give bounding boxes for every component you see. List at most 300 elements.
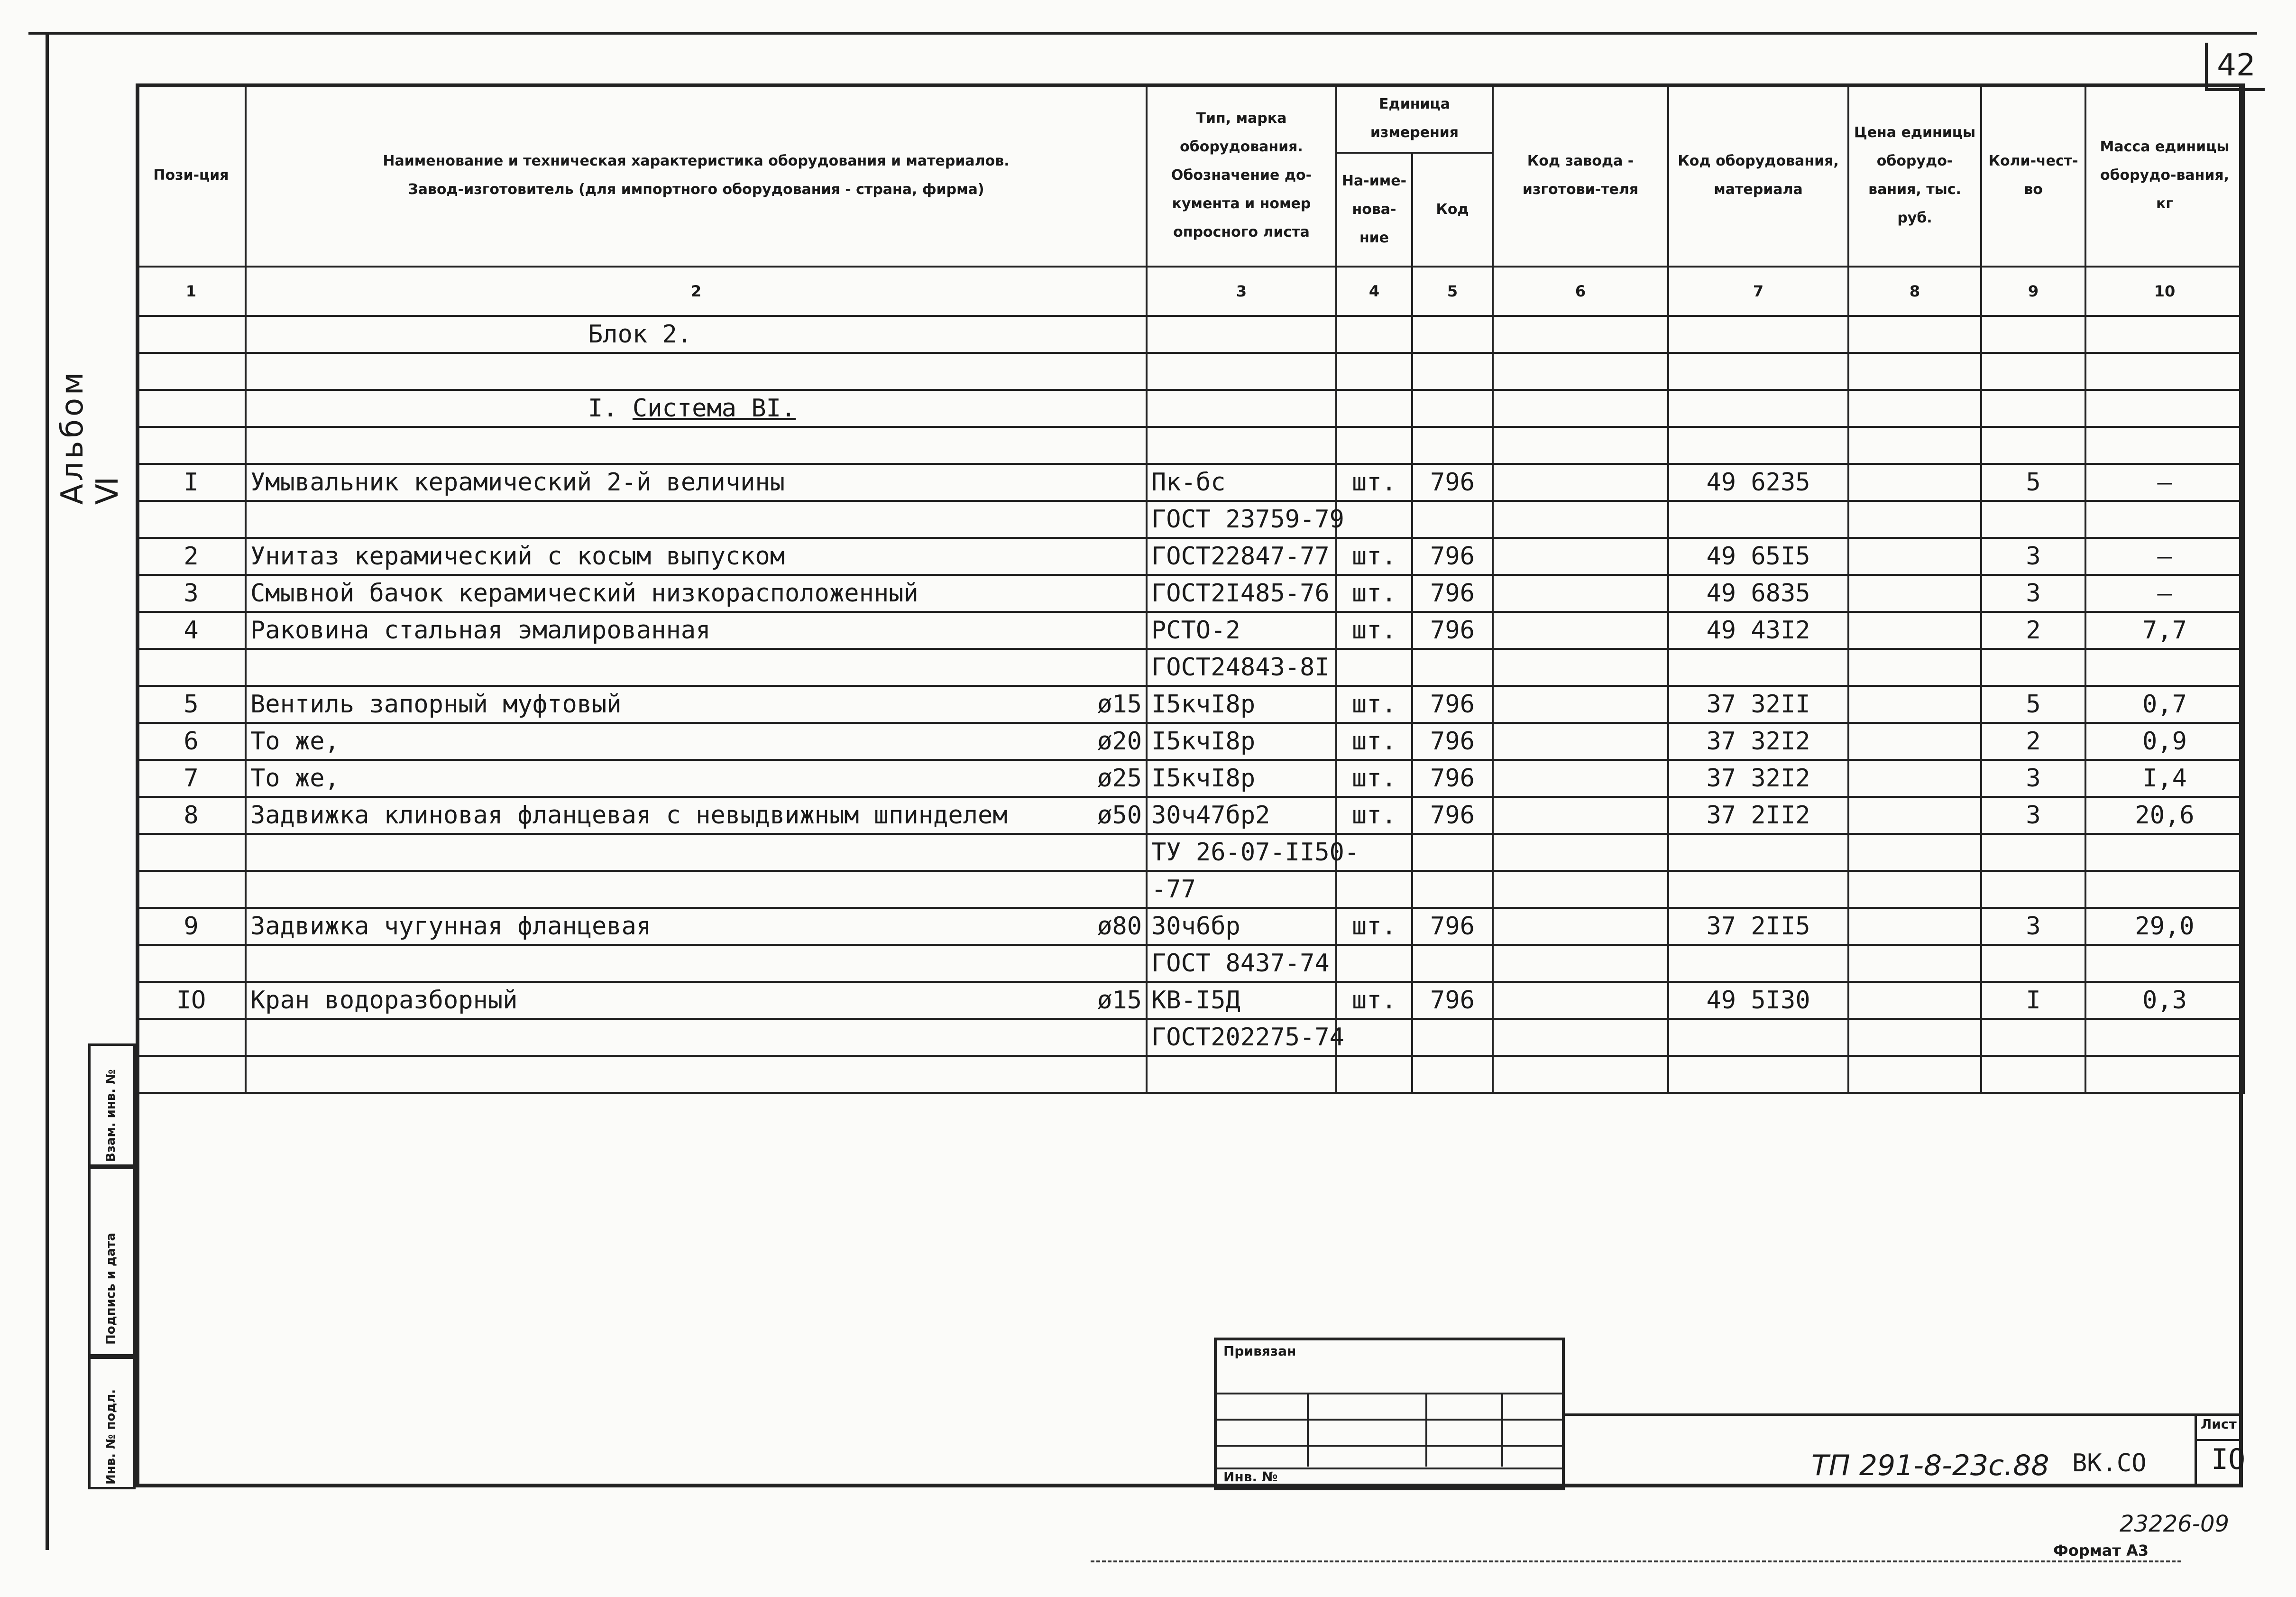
binding-inv: Инв. №	[1223, 1469, 1278, 1485]
unit-code-cell-text: 796	[1430, 764, 1475, 793]
column-number: 6	[1493, 267, 1668, 316]
quantity-cell	[1981, 464, 2085, 501]
quantity-cell	[1981, 501, 2085, 538]
position-cell-text: 9	[184, 912, 199, 941]
type-cell	[1147, 649, 1336, 686]
page-number: 42	[2205, 43, 2265, 91]
position-cell-text: 6	[184, 727, 199, 756]
material-code-cell	[1668, 501, 1848, 538]
unit-code-cell	[1412, 1019, 1493, 1056]
material-code-cell-text: 49 43I2	[1706, 616, 1810, 645]
quantity-cell-text: 3	[2026, 801, 2041, 830]
unit-code-cell	[1412, 464, 1493, 501]
unit-code-cell-text: 796	[1430, 579, 1475, 608]
name-cell	[246, 538, 1147, 575]
plant-code-cell	[1493, 908, 1668, 945]
table-row	[137, 1019, 2244, 1056]
name-cell-text: Унитаз керамический с косым выпуском	[250, 542, 785, 571]
plant-code-cell	[1493, 834, 1668, 871]
unit-code-cell	[1412, 834, 1493, 871]
material-code-cell	[1668, 538, 1848, 575]
position-cell	[137, 501, 246, 538]
type-cell	[1147, 797, 1336, 834]
material-code-cell	[1668, 982, 1848, 1019]
material-code-cell-text: 37 32I2	[1706, 764, 1810, 793]
table-row	[137, 908, 2244, 945]
table-row	[137, 575, 2244, 612]
name-cell	[246, 797, 1147, 834]
column-number: 9	[1981, 267, 2085, 316]
mass-cell-text: 29,0	[2135, 912, 2195, 941]
document-code: ВК.СО	[2072, 1449, 2147, 1477]
price-cell	[1848, 612, 1981, 649]
unit-cell	[1336, 464, 1412, 501]
plant-code-cell	[1493, 945, 1668, 982]
sheet-number: IO	[2211, 1443, 2246, 1476]
type-cell-text: I5кчI8р	[1151, 764, 1256, 793]
type-cell-text: ГОСТ202275-74	[1151, 1023, 1344, 1052]
position-cell	[137, 612, 246, 649]
price-cell	[1848, 834, 1981, 871]
type-cell-text: Пк-бс	[1151, 468, 1226, 497]
unit-cell	[1336, 871, 1412, 908]
header-quantity: Коли-чест-во	[1981, 84, 2085, 267]
stamp-rule	[1217, 1393, 1562, 1394]
side-label-inv-sub: Инв. № подл.	[104, 1389, 118, 1485]
position-cell	[137, 575, 246, 612]
header-plant-code: Код завода - изготови-теля	[1493, 84, 1668, 267]
material-code-cell	[1668, 797, 1848, 834]
stamp-rule	[1217, 1419, 1562, 1421]
mass-cell	[2085, 538, 2244, 575]
table-row	[137, 464, 2244, 501]
type-cell	[1147, 1019, 1344, 1056]
material-code-cell	[1668, 1019, 1848, 1056]
side-box-sign-date	[88, 1167, 136, 1357]
unit-cell	[1336, 723, 1412, 760]
quantity-cell	[1981, 612, 2085, 649]
unit-code-cell-text: 796	[1430, 468, 1475, 497]
position-cell-text: 2	[184, 542, 199, 571]
name-cell	[246, 464, 1147, 501]
position-cell	[137, 797, 246, 834]
side-box-inv-sub	[88, 1357, 136, 1489]
column-number-row	[137, 267, 2244, 316]
sheet-box-rule	[2197, 1439, 2243, 1441]
quantity-cell	[1981, 760, 2085, 797]
unit-cell	[1336, 649, 1412, 686]
side-box-vzam-inv	[88, 1043, 136, 1167]
mass-cell	[2085, 464, 2244, 501]
type-cell	[1147, 760, 1336, 797]
material-code-cell	[1668, 612, 1848, 649]
material-code-cell-text: 37 2II2	[1706, 801, 1810, 830]
material-code-cell	[1668, 649, 1848, 686]
frame-left-line	[46, 32, 49, 1550]
quantity-cell-text: 2	[2026, 616, 2041, 645]
unit-cell	[1336, 612, 1412, 649]
binding-label: Привязан	[1223, 1343, 1296, 1359]
column-number: 3	[1147, 267, 1336, 316]
material-code-cell-text: 49 65I5	[1706, 542, 1810, 571]
quantity-cell	[1981, 649, 2085, 686]
position-cell	[137, 871, 246, 908]
unit-code-cell	[1412, 686, 1493, 723]
name-cell-text: Раковина стальная эмалированная	[250, 616, 711, 645]
type-cell	[1147, 871, 1336, 908]
mass-cell	[2085, 871, 2244, 908]
material-code-cell	[1668, 575, 1848, 612]
mass-cell-text: 0,3	[2142, 986, 2187, 1015]
type-cell	[1147, 575, 1336, 612]
unit-code-cell	[1412, 612, 1493, 649]
document-number: ТП 291-8-23с.88	[1811, 1449, 2049, 1482]
unit-cell-text: шт.	[1352, 468, 1396, 497]
column-number: 7	[1668, 267, 1848, 316]
material-code-cell-text: 49 6835	[1706, 579, 1810, 608]
type-cell-text: ГОСТ22847-77	[1151, 542, 1330, 571]
diameter-text: ø20	[1097, 727, 1142, 756]
position-cell	[137, 834, 246, 871]
plant-code-cell	[1493, 464, 1668, 501]
price-cell	[1848, 982, 1981, 1019]
unit-cell	[1336, 760, 1412, 797]
quantity-cell	[1981, 834, 2085, 871]
frame-top-line	[28, 32, 2257, 35]
position-cell-text: 4	[184, 616, 199, 645]
material-code-cell-text: 37 32I2	[1706, 727, 1810, 756]
name-cell-text: То же,	[250, 727, 340, 756]
unit-cell-text: шт.	[1352, 727, 1396, 756]
stamp-rule	[1425, 1393, 1427, 1467]
position-cell	[137, 649, 246, 686]
type-cell-text: I5кчI8р	[1151, 690, 1256, 719]
mass-cell-text: 0,9	[2142, 727, 2187, 756]
position-cell-text: 5	[184, 690, 199, 719]
unit-code-cell-text: 796	[1430, 690, 1475, 719]
name-cell	[246, 945, 1147, 982]
plant-code-cell	[1493, 686, 1668, 723]
unit-cell-text: шт.	[1352, 542, 1396, 571]
name-cell	[246, 612, 1147, 649]
name-cell	[246, 834, 1147, 871]
side-label-sign-date: Подпись и дата	[104, 1232, 118, 1345]
mass-cell	[2085, 501, 2244, 538]
position-cell-text: 8	[184, 801, 199, 830]
position-cell	[137, 723, 246, 760]
position-cell	[137, 464, 246, 501]
price-cell	[1848, 538, 1981, 575]
table-row	[137, 686, 2244, 723]
unit-code-cell-text: 796	[1430, 801, 1475, 830]
unit-code-cell	[1412, 538, 1493, 575]
unit-cell	[1336, 797, 1412, 834]
table-row	[137, 612, 2244, 649]
unit-cell	[1336, 538, 1412, 575]
mass-cell	[2085, 945, 2244, 982]
diameter-text: ø50	[1097, 801, 1142, 830]
header-unit-name: На-име-нова-ние	[1336, 153, 1412, 267]
material-code-cell-text: 37 2II5	[1706, 912, 1810, 941]
type-cell	[1147, 834, 1359, 871]
material-code-cell	[1668, 945, 1848, 982]
material-code-cell	[1668, 760, 1848, 797]
type-cell-text: ГОСТ 8437-74	[1151, 949, 1330, 978]
table-row	[137, 760, 2244, 797]
quantity-cell-text: 3	[2026, 912, 2041, 941]
table-row	[137, 945, 2244, 982]
type-cell	[1147, 464, 1336, 501]
mass-cell	[2085, 1019, 2244, 1056]
unit-code-cell	[1412, 501, 1493, 538]
quantity-cell	[1981, 797, 2085, 834]
material-code-cell	[1668, 871, 1848, 908]
header-name	[246, 84, 1147, 267]
unit-cell	[1336, 1019, 1412, 1056]
mass-cell-text: I,4	[2142, 764, 2187, 793]
mass-cell	[2085, 612, 2244, 649]
name-cell-text: Кран водоразборный	[250, 986, 518, 1015]
mass-cell	[2085, 834, 2244, 871]
name-cell	[246, 760, 1147, 797]
position-cell	[137, 686, 246, 723]
unit-code-cell-text: 796	[1430, 542, 1475, 571]
unit-cell-text: шт.	[1352, 764, 1396, 793]
quantity-cell	[1981, 686, 2085, 723]
stamp-rule	[1501, 1393, 1503, 1467]
name-cell	[246, 1019, 1147, 1056]
material-code-cell	[1668, 834, 1848, 871]
quantity-cell	[1981, 1019, 2085, 1056]
plant-code-cell	[1493, 797, 1668, 834]
mass-cell	[2085, 908, 2244, 945]
type-cell-text: 30ч6бр	[1151, 912, 1240, 941]
quantity-cell-text: I	[2026, 986, 2041, 1015]
quantity-cell	[1981, 871, 2085, 908]
header-mass: Масса единицы оборудо-вания, кг	[2085, 84, 2244, 267]
stamp-rule	[1217, 1445, 1562, 1447]
mass-cell	[2085, 575, 2244, 612]
unit-code-cell	[1412, 797, 1493, 834]
album-label-text: Альбом Ⅵ	[55, 369, 125, 505]
name-cell	[246, 871, 1147, 908]
unit-code-cell-text: 796	[1430, 912, 1475, 941]
plant-code-cell	[1493, 575, 1668, 612]
mass-cell	[2085, 982, 2244, 1019]
material-code-cell	[1668, 723, 1848, 760]
type-cell-text: ГОСТ2I485-76	[1151, 579, 1330, 608]
price-cell	[1848, 945, 1981, 982]
unit-code-cell-text: 796	[1430, 986, 1475, 1015]
table-row	[137, 982, 2244, 1019]
column-number: 5	[1412, 267, 1493, 316]
header-price: Цена единицы оборудо-вания, тыс. руб.	[1848, 84, 1981, 267]
header-unit-group: Единица измерения	[1336, 84, 1493, 153]
type-cell	[1147, 945, 1336, 982]
type-cell	[1147, 538, 1336, 575]
position-cell	[137, 945, 246, 982]
unit-cell	[1336, 575, 1412, 612]
price-cell	[1848, 797, 1981, 834]
header-row	[137, 84, 2244, 153]
unit-code-cell	[1412, 760, 1493, 797]
quantity-cell-text: 5	[2026, 468, 2041, 497]
name-cell	[246, 982, 1147, 1019]
unit-code-cell	[1412, 908, 1493, 945]
material-code-cell	[1668, 908, 1848, 945]
quantity-cell	[1981, 908, 2085, 945]
header-material-code: Код оборудования, материала	[1668, 84, 1848, 267]
spacer-row	[137, 1056, 2244, 1093]
price-cell	[1848, 686, 1981, 723]
price-cell	[1848, 1019, 1981, 1056]
column-number: 4	[1336, 267, 1412, 316]
mass-cell-text: –	[2157, 542, 2172, 571]
price-cell	[1848, 575, 1981, 612]
type-cell	[1147, 612, 1336, 649]
quantity-cell-text: 2	[2026, 727, 2041, 756]
quantity-cell-text: 3	[2026, 579, 2041, 608]
quantity-cell-text: 5	[2026, 690, 2041, 719]
specification-table	[136, 83, 2245, 1094]
plant-code-cell	[1493, 760, 1668, 797]
spacer-row	[137, 353, 2244, 390]
unit-cell	[1336, 686, 1412, 723]
name-cell-text: Задвижка клиновая фланцевая с невыдвижным шпинделем	[250, 801, 1008, 830]
type-cell-text: КВ-I5Д	[1151, 986, 1240, 1015]
name-cell-text: Задвижка чугунная фланцевая	[250, 912, 652, 941]
diameter-text: ø15	[1097, 690, 1142, 719]
mass-cell-text: 20,6	[2135, 801, 2195, 830]
header-type: Тип, марка оборудования. Обозначение до-кумента и номер опросного листа	[1147, 84, 1336, 267]
mass-cell-text: –	[2157, 468, 2172, 497]
type-cell-text: ГОСТ24843-8I	[1151, 653, 1330, 682]
plant-code-cell	[1493, 649, 1668, 686]
price-cell	[1848, 908, 1981, 945]
table-row	[137, 797, 2244, 834]
price-cell	[1848, 464, 1981, 501]
system-name: Система BI.	[632, 394, 796, 423]
name-cell-text: Вентиль запорный муфтовый	[250, 690, 622, 719]
position-cell-text: IO	[176, 986, 206, 1015]
name-cell	[246, 723, 1147, 760]
column-number: 2	[246, 267, 1147, 316]
type-cell	[1147, 501, 1344, 538]
stamp-rule	[1307, 1393, 1309, 1467]
table-row	[137, 649, 2244, 686]
spacer-row	[137, 427, 2244, 464]
plant-code-cell	[1493, 538, 1668, 575]
cut-line	[1091, 1560, 2181, 1562]
mass-cell	[2085, 649, 2244, 686]
block-title: Блок 2.	[246, 316, 1147, 353]
type-cell	[1147, 723, 1336, 760]
material-code-cell-text: 49 6235	[1706, 468, 1810, 497]
unit-cell	[1336, 501, 1412, 538]
plant-code-cell	[1493, 1019, 1668, 1056]
plant-code-cell	[1493, 723, 1668, 760]
name-cell	[246, 908, 1147, 945]
position-cell-text: I	[184, 468, 199, 497]
price-cell	[1848, 649, 1981, 686]
unit-cell-text: шт.	[1352, 690, 1396, 719]
plant-code-cell	[1493, 871, 1668, 908]
name-cell-text: Смывной бачок керамический низкорасположенный	[250, 579, 918, 608]
header-name-line1: Наименование и техническая характеристика оборудования и материалов.	[383, 153, 1010, 169]
unit-cell-text: шт.	[1352, 986, 1396, 1015]
side-label-vzam-inv: Взам. инв. №	[104, 1069, 118, 1162]
diameter-text: ø80	[1097, 912, 1142, 941]
unit-code-cell	[1412, 649, 1493, 686]
position-cell-text: 7	[184, 764, 199, 793]
system-prefix: I.	[588, 394, 633, 423]
header-position: Пози-ция	[137, 84, 246, 267]
table-body	[137, 267, 2244, 1093]
quantity-cell-text: 3	[2026, 764, 2041, 793]
unit-code-cell	[1412, 723, 1493, 760]
unit-code-cell	[1412, 871, 1493, 908]
position-cell	[137, 538, 246, 575]
sheet-box	[2195, 1413, 2246, 1487]
position-cell	[137, 908, 246, 945]
archive-number: 23226-09	[2120, 1511, 2230, 1537]
format-label: Формат А3	[2053, 1542, 2149, 1560]
quantity-cell	[1981, 723, 2085, 760]
mass-cell	[2085, 760, 2244, 797]
table-row	[137, 538, 2244, 575]
material-code-cell	[1668, 464, 1848, 501]
mass-cell	[2085, 723, 2244, 760]
title-block-line	[1565, 1413, 2243, 1416]
type-cell-text: 30ч47бр2	[1151, 801, 1270, 830]
mass-cell-text: –	[2157, 579, 2172, 608]
unit-code-cell	[1412, 982, 1493, 1019]
header-name-line2: Завод-изготовитель (для импортного оборудования - страна, фирма)	[408, 181, 984, 198]
type-cell	[1147, 908, 1336, 945]
quantity-cell	[1981, 575, 2085, 612]
column-number: 8	[1848, 267, 1981, 316]
material-code-cell-text: 37 32II	[1706, 690, 1810, 719]
column-number: 1	[137, 267, 246, 316]
column-number: 10	[2085, 267, 2244, 316]
unit-cell-text: шт.	[1352, 801, 1396, 830]
name-cell	[246, 501, 1147, 538]
mass-cell-text: 7,7	[2142, 616, 2187, 645]
unit-cell-text: шт.	[1352, 912, 1396, 941]
unit-cell	[1336, 908, 1412, 945]
unit-code-cell	[1412, 945, 1493, 982]
header-unit-code: Код	[1412, 153, 1493, 267]
mass-cell-text: 0,7	[2142, 690, 2187, 719]
plant-code-cell	[1493, 612, 1668, 649]
unit-code-cell-text: 796	[1430, 727, 1475, 756]
position-cell	[137, 760, 246, 797]
unit-code-cell-text: 796	[1430, 616, 1475, 645]
price-cell	[1848, 871, 1981, 908]
type-cell	[1147, 982, 1336, 1019]
type-cell	[1147, 686, 1336, 723]
block-title-row	[137, 316, 2244, 353]
table-row	[137, 723, 2244, 760]
name-cell	[246, 649, 1147, 686]
material-code-cell	[1668, 686, 1848, 723]
system-title-row	[137, 390, 2244, 427]
unit-code-cell	[1412, 575, 1493, 612]
binding-stamp	[1214, 1338, 1565, 1490]
table-row	[137, 871, 2244, 908]
name-cell	[246, 686, 1147, 723]
position-cell-text: 3	[184, 579, 199, 608]
